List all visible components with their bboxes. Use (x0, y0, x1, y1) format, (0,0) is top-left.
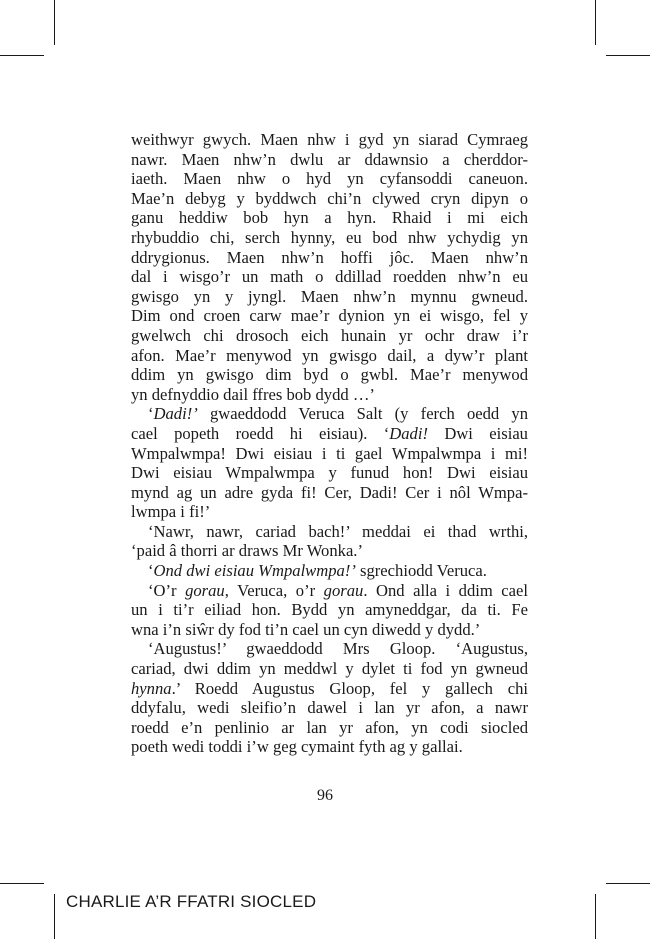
text-line (131, 169, 528, 189)
text-run: , Veruca, o’r (224, 580, 324, 600)
text-run: weithwyr gwych. Maen nhw i gyd yn siarad Cymraeg (131, 130, 528, 149)
text-line (131, 698, 528, 718)
page-number: 96 (317, 787, 333, 804)
text-run: Mae’n debyg y byddwch chi’n clywed cryn dipyn o (131, 188, 528, 208)
text-line (131, 581, 528, 601)
italic-text: Dadi!’ (153, 404, 198, 424)
text-line (131, 208, 528, 228)
crop-mark (606, 55, 650, 56)
text-run: ‘Augustus!’ gwaeddodd Mrs Gloop. ‘Augustus, (148, 639, 528, 659)
text-line (131, 620, 528, 640)
text-line (131, 287, 528, 307)
text-line (131, 600, 528, 620)
text-line (131, 483, 528, 503)
text-line (131, 561, 528, 581)
text-run: lwmpa i fi!’ (131, 502, 211, 522)
text-run: poeth wedi toddi i’w geg cymaint fyth ag y gallai. (131, 737, 463, 757)
text-run: sgrechiodd Veruca. (355, 561, 487, 581)
text-line (131, 522, 528, 542)
text-line (131, 385, 528, 405)
text-run: ‘O’r (148, 580, 186, 600)
text-line (131, 130, 528, 150)
crop-mark (0, 883, 44, 884)
text-run: cariad, dwi ddim yn meddwl y dylet ti fod yn gwneud (131, 659, 528, 679)
crop-mark (606, 883, 650, 884)
text-run: . Ond alla i ddim cael (363, 580, 528, 600)
text-run: ddrygionus. Maen nhw’n hoffi jôc. Maen nhw’n (131, 247, 528, 267)
text-run: yn defnyddio dail ffres bob dydd …’ (131, 384, 375, 404)
text-line (131, 639, 528, 659)
text-run: .’ Roedd Augustus Gloop, fel y gallech chi (171, 678, 528, 698)
italic-text: gorau (185, 580, 225, 600)
text-line (131, 737, 528, 757)
text-line (131, 424, 528, 444)
text-run: dal i wisgo’r un math o ddillad roedden nhw’n eu (131, 267, 528, 287)
body-text (131, 130, 528, 757)
text-run: ‘ (148, 561, 154, 581)
text-line (131, 267, 528, 287)
text-line (131, 659, 528, 679)
text-run: ‘Nawr, nawr, cariad bach!’ meddai ei thad wrthi, (148, 521, 528, 541)
text-line (131, 444, 528, 464)
text-run: nawr. Maen nhw’n dwlu ar ddawnsio a cherddor- (131, 149, 528, 169)
text-run: Wmpalwmpa! Dwi eisiau i ti gael Wmpalwmpa i mi! (131, 443, 528, 463)
text-line (131, 365, 528, 385)
italic-text: gorau (323, 580, 364, 600)
text-line (131, 679, 528, 699)
text-run: rhybuddio chi, serch hynny, eu bod nhw ychydig yn (131, 227, 528, 247)
text-run: ‘ (148, 404, 154, 424)
text-run: ddim yn gwisgo dim byd o gwbl. Mae’r menywod (131, 365, 528, 385)
text-run: un i ti’r eiliad hon. Bydd yn amyneddgar, da ti. Fe (131, 600, 528, 620)
text-run: ‘paid â thorri ar draws Mr Wonka.’ (131, 541, 363, 561)
text-line (131, 248, 528, 268)
text-line (131, 346, 528, 366)
crop-mark (54, 0, 55, 45)
text-run: gwaeddodd Veruca Salt (y ferch oedd yn (197, 404, 528, 424)
text-line (131, 306, 528, 326)
text-line (131, 326, 528, 346)
text-line (131, 189, 528, 209)
text-run: cael popeth roedd hi eisiau). ‘ (131, 423, 390, 443)
italic-text: Dadi! (389, 423, 428, 443)
running-footer: CHARLIE A’R FFATRI SIOCLED (66, 892, 317, 911)
text-run: afon. Mae’r menywod yn gwisgo dail, a dyw’r plant (131, 345, 528, 365)
text-run: gwisgo yn y jyngl. Maen nhw’n mynnu gwneud. (131, 286, 528, 306)
text-run: Dim ond croen carw mae’r dynion yn ei wisgo, fel y (131, 306, 528, 326)
text-run: iaeth. Maen nhw o hyd yn cyfansoddi caneuon. (131, 169, 528, 189)
crop-mark (54, 894, 55, 939)
italic-text: hynna (131, 678, 172, 698)
text-run: gwelwch chi drosoch eich hunain yr ochr draw i’r (131, 325, 528, 345)
crop-mark (595, 894, 596, 939)
text-run: ddyfalu, wedi sleifio’n dawel i lan yr afon, a nawr (131, 698, 528, 718)
text-line (131, 463, 528, 483)
text-run: Dwi eisiau Wmpalwmpa y funud hon! Dwi eisiau (131, 463, 528, 483)
text-line (131, 404, 528, 424)
italic-text: Ond dwi eisiau Wmpalwmpa!’ (153, 561, 356, 581)
text-line (131, 502, 528, 522)
crop-mark (595, 0, 596, 45)
text-run: Dwi eisiau (427, 423, 528, 443)
text-run: ganu heddiw bob hyn a hyn. Rhaid i mi eich (131, 208, 528, 228)
text-run: mynd ag un adre gyda fi! Cer, Dadi! Cer i nôl Wmpa- (131, 482, 528, 502)
text-line (131, 718, 528, 738)
crop-mark (0, 55, 44, 56)
text-line (131, 150, 528, 170)
text-run: wna i’n siŵr dy fod ti’n cael un cyn diwedd y dydd.’ (131, 619, 481, 639)
text-line (131, 541, 528, 561)
text-run: roedd e’n penlinio ar lan yr afon, yn codi siocled (131, 717, 528, 737)
text-line (131, 228, 528, 248)
